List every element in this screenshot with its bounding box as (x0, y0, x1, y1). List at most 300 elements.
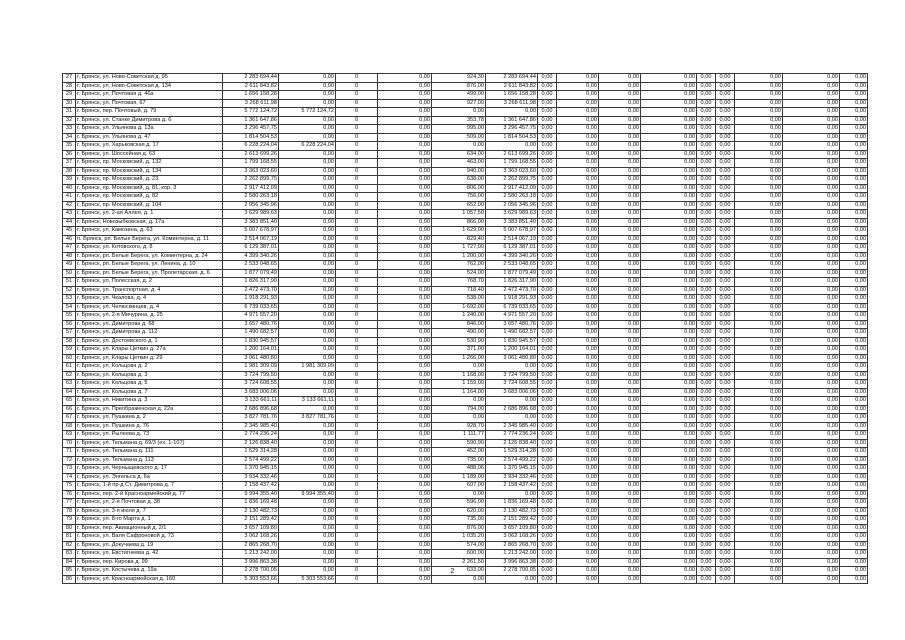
cell-address: г. Брянск, пр. Московский, д. 104 (76, 201, 223, 210)
cell-col-4: 0 (336, 278, 378, 287)
cell-col-3: 0,00 (279, 558, 336, 567)
cell-col-14: 0,00 (735, 524, 783, 533)
cell-col-10: 0,00 (599, 74, 641, 83)
cell-col-11: 0,00 (641, 99, 697, 108)
cell-col-6: 735,00 (432, 456, 486, 465)
cell-col-16: 0,00 (840, 558, 868, 567)
cell-col-4: 0 (336, 133, 378, 142)
cell-col-5: 0,00 (378, 269, 432, 278)
cell-col-15: 0,00 (783, 278, 840, 287)
cell-col-7: 1 918 291,93 (486, 295, 538, 304)
cell-col-6: 928,70 (432, 422, 486, 431)
cell-total-cost: 3 268 611,98 (223, 99, 279, 108)
table-row (63, 550, 868, 559)
cell-col-9: 0,00 (557, 167, 599, 176)
cell-col-9: 0,00 (557, 303, 599, 312)
cell-total-cost: 3 996 863,38 (223, 558, 279, 567)
table-row (63, 150, 868, 159)
cell-col-14: 0,00 (735, 295, 783, 304)
cell-col-5: 0,00 (378, 346, 432, 355)
cell-col-15: 0,00 (783, 312, 840, 321)
cell-col-7: 2 580 263,18 (486, 193, 538, 202)
cell-col-12: 0,00 (697, 142, 716, 151)
cell-col-11: 0,00 (641, 363, 697, 372)
cell-row-number: 34 (63, 133, 76, 142)
cell-col-7: 2 611 843,82 (486, 82, 538, 91)
cell-col-10: 0,00 (599, 142, 641, 151)
cell-col-14: 0,00 (735, 125, 783, 134)
cell-row-number: 75 (63, 482, 76, 491)
cell-col-5: 0,00 (378, 252, 432, 261)
cell-col-3: 0,00 (279, 201, 336, 210)
cell-col-3: 0,00 (279, 405, 336, 414)
cell-col-12: 0,00 (697, 167, 716, 176)
cell-col-5: 0,00 (378, 108, 432, 117)
cell-col-6: 995,00 (432, 125, 486, 134)
cell-col-6: 940,00 (432, 167, 486, 176)
cell-col-10: 0,00 (599, 397, 641, 406)
cell-col-9: 0,00 (557, 465, 599, 474)
cell-col-11: 0,00 (641, 380, 697, 389)
cell-col-5: 0,00 (378, 439, 432, 448)
cell-col-11: 0,00 (641, 193, 697, 202)
cell-col-13: 0,00 (716, 329, 735, 338)
cell-row-number: 69 (63, 431, 76, 440)
cell-col-13: 0,00 (716, 371, 735, 380)
cell-row-number: 72 (63, 456, 76, 465)
cell-col-10: 0,00 (599, 380, 641, 389)
cell-col-16: 0,00 (840, 210, 868, 219)
cell-col-16: 0,00 (840, 261, 868, 270)
cell-col-8: 0,00 (538, 269, 557, 278)
cell-col-4: 0 (336, 388, 378, 397)
cell-col-10: 0,00 (599, 261, 641, 270)
cell-total-cost: 2 865 268,70 (223, 541, 279, 550)
cell-col-11: 0,00 (641, 558, 697, 567)
cell-col-15: 0,00 (783, 235, 840, 244)
cell-col-3: 0,00 (279, 159, 336, 168)
cell-total-cost: 2 574 499,22 (223, 456, 279, 465)
cell-col-7: 3 657 480,76 (486, 320, 538, 329)
cell-address: г. Брянск, ул. Преображенская д. 22а (76, 405, 223, 414)
cell-col-11: 0,00 (641, 397, 697, 406)
table-row (63, 82, 868, 91)
cell-col-9: 0,00 (557, 295, 599, 304)
cell-col-7: 1 877 079,49 (486, 269, 538, 278)
cell-col-10: 0,00 (599, 567, 641, 576)
cell-col-7: 2 262 899,75 (486, 176, 538, 185)
cell-col-8: 0,00 (538, 91, 557, 100)
cell-col-5: 0,00 (378, 473, 432, 482)
cell-col-12: 0,00 (697, 533, 716, 542)
table-row (63, 99, 868, 108)
cell-col-5: 0,00 (378, 431, 432, 440)
cell-col-13: 0,00 (716, 575, 735, 584)
cell-col-10: 0,00 (599, 371, 641, 380)
cell-col-11: 0,00 (641, 507, 697, 516)
cell-total-cost: 2 056 345,96 (223, 201, 279, 210)
cell-col-14: 0,00 (735, 235, 783, 244)
cell-col-16: 0,00 (840, 116, 868, 125)
cell-total-cost: 2 262 899,75 (223, 176, 279, 185)
cell-col-6: 620,00 (432, 507, 486, 516)
cell-col-16: 0,00 (840, 286, 868, 295)
cell-col-6: 762,00 (432, 261, 486, 270)
cell-col-4: 0 (336, 99, 378, 108)
cell-col-16: 0,00 (840, 312, 868, 321)
cell-col-16: 0,00 (840, 524, 868, 533)
page-number: 2 (450, 568, 455, 575)
cell-address: г. Брянск, ул. Димитрова д. 112 (76, 329, 223, 338)
table-row (63, 218, 868, 227)
table-row (63, 261, 868, 270)
cell-col-16: 0,00 (840, 252, 868, 261)
cell-col-10: 0,00 (599, 320, 641, 329)
cell-col-4: 0 (336, 380, 378, 389)
cell-row-number: 56 (63, 320, 76, 329)
cell-col-5: 0,00 (378, 507, 432, 516)
cell-col-14: 0,00 (735, 74, 783, 83)
cell-col-10: 0,00 (599, 499, 641, 508)
cell-total-cost: 3 827 781,76 (223, 414, 279, 423)
cell-col-3: 0,00 (279, 218, 336, 227)
cell-col-10: 0,00 (599, 312, 641, 321)
cell-col-10: 0,00 (599, 184, 641, 193)
table-row (63, 337, 868, 346)
cell-address: г. Брянск, ул. Рылеева д. 73 (76, 431, 223, 440)
cell-col-7: 1 370 945,15 (486, 465, 538, 474)
cell-col-16: 0,00 (840, 337, 868, 346)
cell-col-14: 0,00 (735, 422, 783, 431)
cell-col-4: 0 (336, 439, 378, 448)
cell-col-6: 509,00 (432, 133, 486, 142)
table-row (63, 465, 868, 474)
cell-col-15: 0,00 (783, 244, 840, 253)
cell-col-15: 0,00 (783, 269, 840, 278)
cell-col-13: 0,00 (716, 312, 735, 321)
cell-col-7: 1 656 158,28 (486, 91, 538, 100)
cell-col-3: 0,00 (279, 354, 336, 363)
cell-address: г. Брянск, ул. Станке Димитрова д. 6 (76, 116, 223, 125)
cell-col-13: 0,00 (716, 473, 735, 482)
cell-col-9: 0,00 (557, 116, 599, 125)
cell-col-16: 0,00 (840, 439, 868, 448)
cell-address: п. Брянск, рп. Белые Берега, ул. Коминтерна, д. 11 (76, 235, 223, 244)
cell-col-15: 0,00 (783, 108, 840, 117)
cell-col-8: 0,00 (538, 465, 557, 474)
cell-row-number: 66 (63, 405, 76, 414)
cell-col-8: 0,00 (538, 329, 557, 338)
cell-col-15: 0,00 (783, 456, 840, 465)
cell-col-8: 0,00 (538, 346, 557, 355)
cell-col-3: 0,00 (279, 278, 336, 287)
cell-col-5: 0,00 (378, 244, 432, 253)
cell-col-7: 3 296 457,75 (486, 125, 538, 134)
cell-row-number: 33 (63, 125, 76, 134)
cell-col-8: 0,00 (538, 142, 557, 151)
cell-col-9: 0,00 (557, 108, 599, 117)
cell-col-7: 2 774 236,24 (486, 431, 538, 440)
cell-col-12: 0,00 (697, 125, 716, 134)
cell-col-16: 0,00 (840, 227, 868, 236)
cell-col-4: 0 (336, 142, 378, 151)
cell-col-4: 0 (336, 320, 378, 329)
cell-col-4: 0 (336, 575, 378, 584)
cell-col-4: 0 (336, 541, 378, 550)
cell-col-3: 0,00 (279, 550, 336, 559)
cell-col-14: 0,00 (735, 82, 783, 91)
cell-col-10: 0,00 (599, 507, 641, 516)
cell-col-8: 0,00 (538, 303, 557, 312)
cell-col-9: 0,00 (557, 99, 599, 108)
cell-col-6: 1 168,00 (432, 371, 486, 380)
table-row (63, 439, 868, 448)
cell-col-15: 0,00 (783, 227, 840, 236)
cell-col-9: 0,00 (557, 286, 599, 295)
cell-col-12: 0,00 (697, 388, 716, 397)
cell-col-4: 0 (336, 116, 378, 125)
cell-col-4: 0 (336, 184, 378, 193)
cell-col-5: 0,00 (378, 405, 432, 414)
table-row (63, 184, 868, 193)
cell-col-14: 0,00 (735, 431, 783, 440)
cell-col-13: 0,00 (716, 252, 735, 261)
cell-col-5: 0,00 (378, 533, 432, 542)
cell-col-10: 0,00 (599, 541, 641, 550)
cell-col-13: 0,00 (716, 524, 735, 533)
cell-address: г. Брянск, 1-й пр-д Ст. Димитрова д. 7 (76, 482, 223, 491)
cell-col-4: 0 (336, 286, 378, 295)
cell-col-14: 0,00 (735, 380, 783, 389)
table-row (63, 193, 868, 202)
cell-col-14: 0,00 (735, 363, 783, 372)
cell-col-15: 0,00 (783, 363, 840, 372)
cell-col-4: 0 (336, 473, 378, 482)
cell-col-15: 0,00 (783, 150, 840, 159)
cell-col-14: 0,00 (735, 448, 783, 457)
cell-col-16: 0,00 (840, 465, 868, 474)
cell-col-13: 0,00 (716, 261, 735, 270)
cell-col-11: 0,00 (641, 431, 697, 440)
cell-col-8: 0,00 (538, 482, 557, 491)
cell-col-13: 0,00 (716, 159, 735, 168)
cell-total-cost: 1 836 169,48 (223, 499, 279, 508)
cell-row-number: 83 (63, 550, 76, 559)
cell-col-15: 0,00 (783, 431, 840, 440)
cell-total-cost: 1 361 647,86 (223, 116, 279, 125)
cell-col-12: 0,00 (697, 337, 716, 346)
cell-col-13: 0,00 (716, 456, 735, 465)
cell-col-3: 0,00 (279, 431, 336, 440)
cell-col-6: 876,00 (432, 82, 486, 91)
cell-col-5: 0,00 (378, 456, 432, 465)
cell-col-5: 0,00 (378, 201, 432, 210)
cell-col-8: 0,00 (538, 278, 557, 287)
cell-col-7: 3 061 480,80 (486, 354, 538, 363)
cell-col-11: 0,00 (641, 303, 697, 312)
cell-col-16: 0,00 (840, 431, 868, 440)
cell-col-9: 0,00 (557, 82, 599, 91)
table-row (63, 201, 868, 210)
cell-col-7: 3 934 332,46 (486, 473, 538, 482)
cell-col-12: 0,00 (697, 201, 716, 210)
cell-col-3: 0,00 (279, 116, 336, 125)
cell-col-9: 0,00 (557, 269, 599, 278)
cell-col-8: 0,00 (538, 439, 557, 448)
cell-col-6: 634,00 (432, 150, 486, 159)
cell-col-12: 0,00 (697, 473, 716, 482)
cell-col-6: 1 111,77 (432, 431, 486, 440)
cell-col-8: 0,00 (538, 558, 557, 567)
cell-col-7: 2 533 048,65 (486, 261, 538, 270)
cell-col-13: 0,00 (716, 286, 735, 295)
cell-col-13: 0,00 (716, 431, 735, 440)
table-row (63, 227, 868, 236)
cell-col-12: 0,00 (697, 448, 716, 457)
cell-col-3: 0,00 (279, 125, 336, 134)
cell-col-3: 0,00 (279, 516, 336, 525)
cell-address: г. Брянск, пр. Московский, д. 132 (76, 159, 223, 168)
cell-col-8: 0,00 (538, 354, 557, 363)
cell-col-12: 0,00 (697, 82, 716, 91)
cell-col-6: 735,00 (432, 516, 486, 525)
cell-total-cost: 2 580 263,18 (223, 193, 279, 202)
cell-col-10: 0,00 (599, 575, 641, 584)
cell-col-7: 5 007 678,97 (486, 227, 538, 236)
cell-row-number: 86 (63, 575, 76, 584)
cell-col-16: 0,00 (840, 82, 868, 91)
cell-col-3: 0,00 (279, 337, 336, 346)
cell-col-7: 0,00 (486, 575, 538, 584)
cell-col-8: 0,00 (538, 431, 557, 440)
cell-col-16: 0,00 (840, 346, 868, 355)
cell-col-4: 0 (336, 516, 378, 525)
cell-address: г. Брянск, ул. Никитина д. 3 (76, 397, 223, 406)
cell-col-16: 0,00 (840, 541, 868, 550)
cell-col-14: 0,00 (735, 193, 783, 202)
cell-col-8: 0,00 (538, 150, 557, 159)
cell-col-7: 3 683 006,06 (486, 388, 538, 397)
cell-row-number: 46 (63, 235, 76, 244)
cell-total-cost: 4 399 340,26 (223, 252, 279, 261)
cell-address: г. Брянск, ул. Ульянова д. 13а (76, 125, 223, 134)
cell-col-3: 0,00 (279, 320, 336, 329)
cell-col-10: 0,00 (599, 91, 641, 100)
cell-col-12: 0,00 (697, 269, 716, 278)
cell-col-4: 0 (336, 167, 378, 176)
cell-col-8: 0,00 (538, 82, 557, 91)
cell-total-cost: 1 918 291,93 (223, 295, 279, 304)
cell-col-15: 0,00 (783, 524, 840, 533)
cell-col-16: 0,00 (840, 278, 868, 287)
cell-col-11: 0,00 (641, 371, 697, 380)
cell-col-3: 0,00 (279, 261, 336, 270)
cell-col-10: 0,00 (599, 133, 641, 142)
table-row (63, 516, 868, 525)
cell-col-15: 0,00 (783, 346, 840, 355)
cell-col-4: 0 (336, 567, 378, 576)
cell-col-15: 0,00 (783, 99, 840, 108)
cell-col-3: 0,00 (279, 499, 336, 508)
cell-col-10: 0,00 (599, 439, 641, 448)
cell-col-10: 0,00 (599, 150, 641, 159)
cell-col-11: 0,00 (641, 473, 697, 482)
cell-col-7: 3 383 851,40 (486, 218, 538, 227)
table-row (63, 473, 868, 482)
table-row (63, 371, 868, 380)
cell-row-number: 27 (63, 74, 76, 83)
table-row (63, 448, 868, 457)
cell-col-7: 4 971 557,20 (486, 312, 538, 321)
cell-col-4: 0 (336, 499, 378, 508)
cell-row-number: 78 (63, 507, 76, 516)
cell-col-15: 0,00 (783, 252, 840, 261)
cell-col-15: 0,00 (783, 354, 840, 363)
cell-col-15: 0,00 (783, 388, 840, 397)
cell-row-number: 82 (63, 541, 76, 550)
cell-col-4: 0 (336, 533, 378, 542)
cell-col-8: 0,00 (538, 184, 557, 193)
cell-col-13: 0,00 (716, 193, 735, 202)
cell-col-12: 0,00 (697, 133, 716, 142)
cell-col-13: 0,00 (716, 320, 735, 329)
cell-col-5: 0,00 (378, 320, 432, 329)
cell-col-13: 0,00 (716, 337, 735, 346)
cell-row-number: 57 (63, 329, 76, 338)
cell-address: г. Брянск, ул. Докучаева д. 19 (76, 541, 223, 550)
cell-col-5: 0,00 (378, 167, 432, 176)
cell-col-5: 0,00 (378, 235, 432, 244)
cell-col-7: 2 126 838,40 (486, 439, 538, 448)
cell-col-11: 0,00 (641, 244, 697, 253)
cell-col-9: 0,00 (557, 312, 599, 321)
cell-col-12: 0,00 (697, 490, 716, 499)
cell-address: г. Брянск, рп. Белые Берега, ул. Ленина, д. 10 (76, 261, 223, 270)
cell-col-5: 0,00 (378, 575, 432, 584)
cell-address: г. Брянск, пр. Московский, д. 81, кор. 3 (76, 184, 223, 193)
cell-total-cost: 1 799 168,55 (223, 159, 279, 168)
cell-col-6: 0,00 (432, 363, 486, 372)
cell-col-9: 0,00 (557, 431, 599, 440)
cell-col-7: 3 629 989,63 (486, 210, 538, 219)
cell-col-11: 0,00 (641, 201, 697, 210)
cell-col-10: 0,00 (599, 414, 641, 423)
cell-address: г. Брянск, ул. Челюскинцев, д. 4 (76, 303, 223, 312)
cell-col-7: 2 865 268,70 (486, 541, 538, 550)
cell-col-11: 0,00 (641, 184, 697, 193)
cell-col-8: 0,00 (538, 524, 557, 533)
cell-col-10: 0,00 (599, 269, 641, 278)
cell-row-number: 50 (63, 269, 76, 278)
cell-col-4: 0 (336, 422, 378, 431)
cell-col-12: 0,00 (697, 371, 716, 380)
cell-address: г. Брянск, ул. 3-я июля д. 7 (76, 507, 223, 516)
cell-total-cost: 4 971 557,20 (223, 312, 279, 321)
cell-col-3: 0,00 (279, 82, 336, 91)
table-row (63, 133, 868, 142)
cell-col-4: 0 (336, 210, 378, 219)
cell-col-14: 0,00 (735, 167, 783, 176)
cell-address: г. Брянск, ул. Достоевского д. 1 (76, 337, 223, 346)
cell-col-13: 0,00 (716, 150, 735, 159)
cell-col-15: 0,00 (783, 482, 840, 491)
cell-col-10: 0,00 (599, 295, 641, 304)
cell-row-number: 37 (63, 159, 76, 168)
cell-col-14: 0,00 (735, 541, 783, 550)
cell-col-15: 0,00 (783, 167, 840, 176)
cell-col-8: 0,00 (538, 210, 557, 219)
cell-col-16: 0,00 (840, 91, 868, 100)
